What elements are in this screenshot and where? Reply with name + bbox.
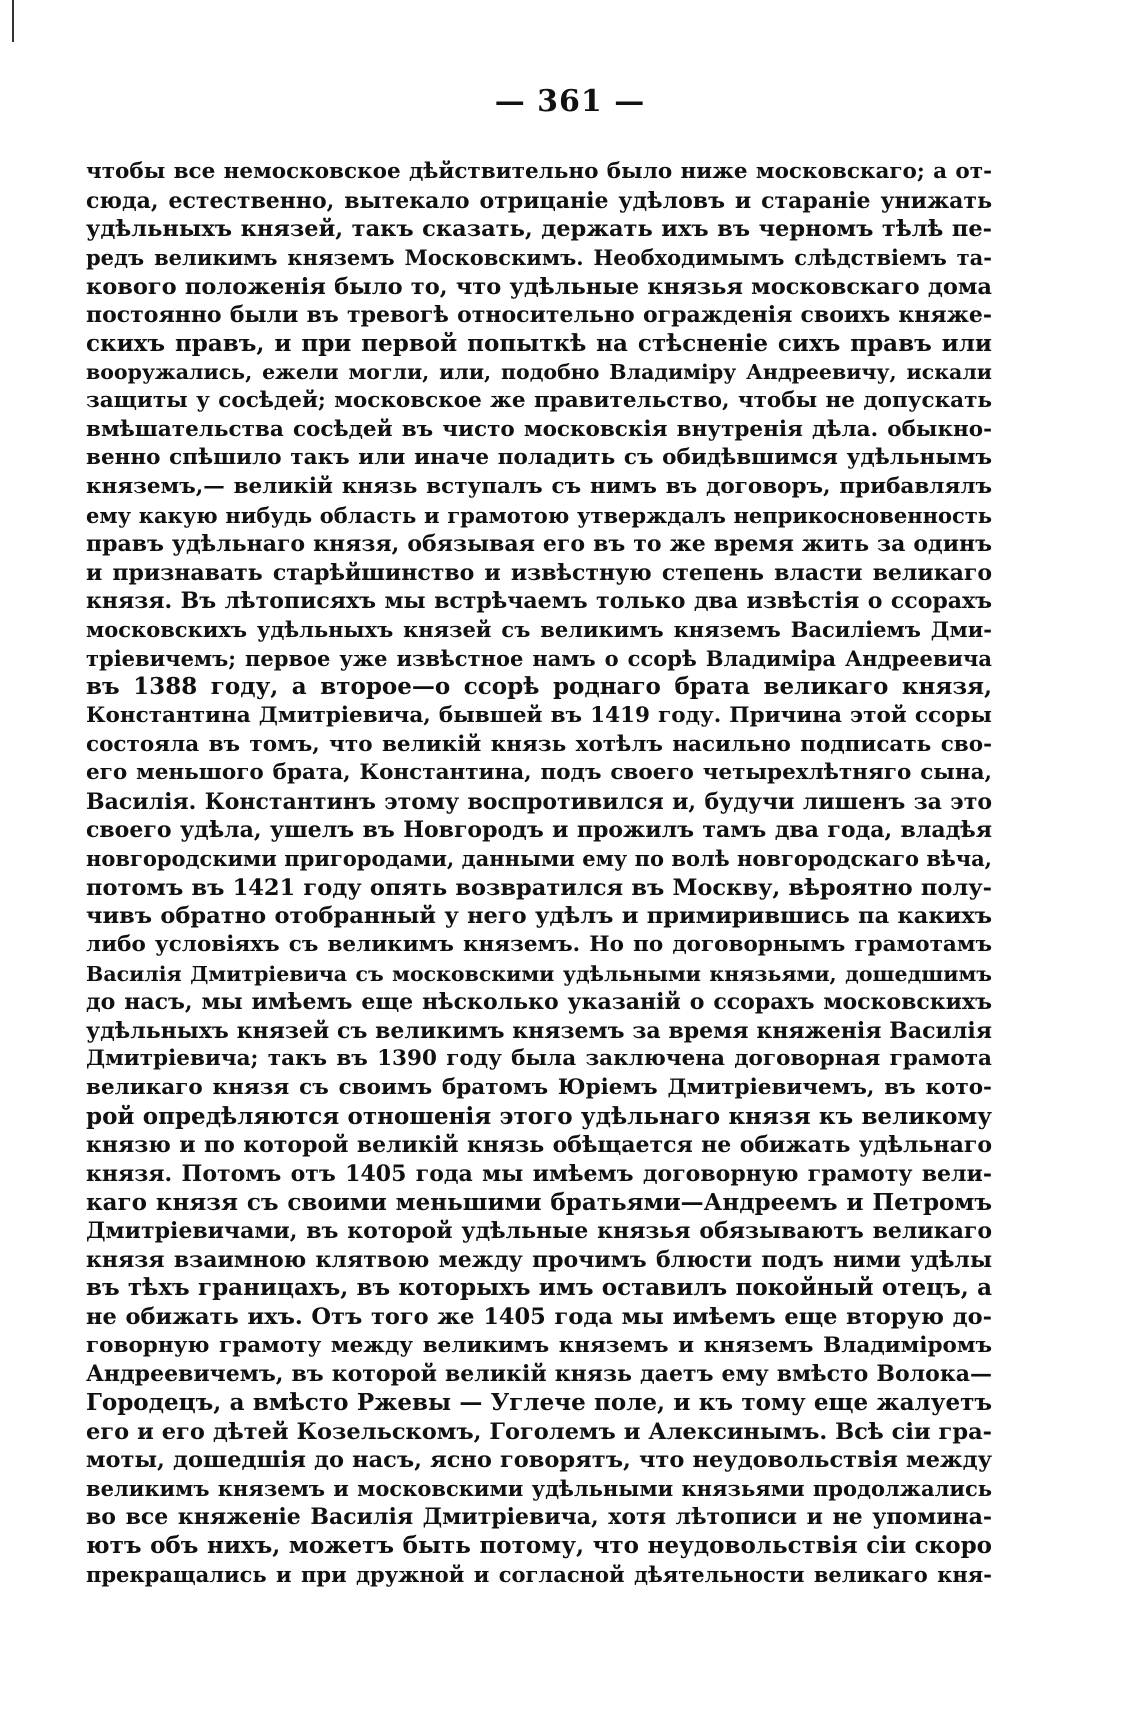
text-line: прекращались и при дружной и согласной дѣятельности великаго кня-	[86, 1561, 992, 1587]
text-line: каго князя съ своими меньшими братьями—Андреемъ и Петромъ	[86, 1188, 992, 1216]
text-line: венно спѣшило такъ или иначе поладить съ обидѣвшимся удѣльнымъ	[86, 445, 992, 471]
text-line: вмѣшательства сосѣдей въ чисто московскія внутренія дѣла. обыкно-	[86, 416, 992, 442]
text-line: говорную грамоту между великимъ княземъ и княземъ Владиміромъ	[86, 1332, 992, 1358]
text-line: князя взаимною клятвою между прочимъ блюсти подъ ними удѣлы	[86, 1246, 992, 1273]
text-line: Дмитріевича; такъ въ 1390 году была заключена договорная грамота	[86, 1046, 992, 1072]
text-line: кового положенія было то, что удѣльные князья московскаго дома	[86, 273, 992, 300]
text-line: чивъ обратно отобранный у него удѣлъ и примирившись па какихъ	[86, 903, 992, 930]
text-line: Василія. Константинъ этому воспротивился и, будучи лишенъ за это	[86, 788, 992, 815]
text-line: сюда, естественно, вытекало отрицаніе удѣловъ и стараніе унижать	[86, 187, 992, 214]
text-line: московскихъ удѣльныхъ князей съ великимъ княземъ Василіемъ Дми-	[86, 617, 992, 642]
text-line: Дмитріевичами, въ которой удѣльные князья обязываютъ великаго	[86, 1218, 992, 1245]
page-edge-mark	[12, 0, 14, 42]
text-line: Константина Дмитріевича, бывшей въ 1419 году. Причина этой ссоры	[86, 702, 992, 728]
text-line: ему какую нибудь область и грамотою утверждалъ неприкосновенность	[86, 502, 992, 528]
text-line: великаго князя съ своимъ братомъ Юріемъ Дмитріевичемъ, въ кото-	[86, 1075, 992, 1100]
text-line: до насъ, мы имѣемъ еще нѣсколько указаній о ссорахъ московскихъ	[86, 989, 992, 1016]
text-line: вооружались, ежели могли, или, подобно Владиміру Андреевичу, искали	[86, 360, 992, 385]
page-number: — 361 —	[494, 84, 646, 119]
text-line: состояла въ томъ, что великій князь хотѣлъ насильно подписать сво-	[86, 731, 992, 757]
text-line: тріевичемъ; первое уже извѣстное намъ о ссорѣ Владиміра Андреевича	[86, 645, 992, 671]
text-line: въ 1388 году, а второе—о ссорѣ роднаго брата великаго князя,	[86, 673, 992, 701]
text-line: его и его дѣтей Козельскомъ, Гоголемъ и Алексинымъ. Всѣ сіи гра-	[86, 1418, 992, 1445]
text-line: его меньшого брата, Константина, подъ своего четырехлѣтняго сына,	[86, 760, 992, 786]
text-line: Андреевичемъ, въ которой великій князь даетъ ему вмѣсто Волока—	[86, 1361, 992, 1388]
text-line: моты, дошедшія до насъ, ясно говорятъ, что неудовольствія между	[86, 1447, 992, 1474]
text-line: потомъ въ 1421 году опять возвратился въ Москву, вѣроятно полу-	[86, 874, 992, 901]
text-line: правъ удѣльнаго князя, обязывая его въ то же время жить за одинъ	[86, 531, 992, 558]
text-line: во все княженіе Василія Дмитріевича, хотя лѣтописи и не упомина-	[86, 1504, 992, 1531]
text-line: постоянно были въ тревогѣ относительно огражденія своихъ княже-	[86, 302, 992, 329]
text-line: скихъ правъ, и при первой попыткѣ на стѣсненіе сихъ правъ или	[86, 329, 992, 357]
text-line: либо условіяхъ съ великимъ княземъ. Но по договорнымъ грамотамъ	[86, 931, 992, 957]
text-line: удѣльныхъ князей, такъ сказать, держать ихъ въ черномъ тѣлѣ пе-	[86, 216, 992, 243]
text-line: въ тѣхъ границахъ, въ которыхъ имъ оставилъ покойный отецъ, а	[86, 1274, 992, 1302]
text-line: своего удѣла, ушелъ въ Новгородъ и прожилъ тамъ два года, владѣя	[86, 817, 992, 844]
text-line: князя. Въ лѣтописяхъ мы встрѣчаемъ только два извѣстія о ссорахъ	[86, 588, 992, 615]
text-line: Василія Дмитріевича съ московскими удѣльными князьями, дошедшимъ	[86, 961, 992, 986]
text-line: Городецъ, а вмѣсто Ржевы — Углече поле, и къ тому еще жалуетъ	[86, 1388, 992, 1416]
text-line: не обижать ихъ. Отъ того же 1405 года мы имѣемъ еще вторую до-	[86, 1304, 992, 1330]
text-line: великимъ княземъ и московскими удѣльными князьями продолжались	[86, 1475, 992, 1501]
text-line: редъ великимъ княземъ Московскимъ. Необходимымъ слѣдствіемъ та-	[86, 244, 992, 270]
text-line: новгородскими пригородами, данными ему по волѣ новгородскаго вѣча,	[86, 846, 992, 871]
text-line: рой опредѣляются отношенія этого удѣльнаго князя къ великому	[86, 1102, 992, 1130]
text-line: ютъ объ нихъ, можетъ быть потому, что неудовольствія сіи скоро	[86, 1532, 992, 1559]
text-line: и признавать старѣйшинство и извѣстную степень власти великаго	[86, 559, 992, 586]
text-line: чтобы все немосковское дѣйствительно было ниже московскаго; а от-	[86, 159, 992, 184]
text-line: удѣльныхъ князей съ великимъ княземъ за время княженія Василія	[86, 1017, 992, 1044]
text-line: княземъ,— великій князь вступалъ съ нимъ въ договоръ, прибавлялъ	[86, 473, 992, 499]
text-line: защиты у сосѣдей; московское же правительство, чтобы не допускать	[86, 388, 992, 413]
text-line: князя. Потомъ отъ 1405 года мы имѣемъ договорную грамоту вели-	[86, 1160, 992, 1187]
body-text	[86, 158, 992, 1589]
text-line: князю и по которой великій князь обѣщается не обижать удѣльнаго	[86, 1132, 992, 1159]
